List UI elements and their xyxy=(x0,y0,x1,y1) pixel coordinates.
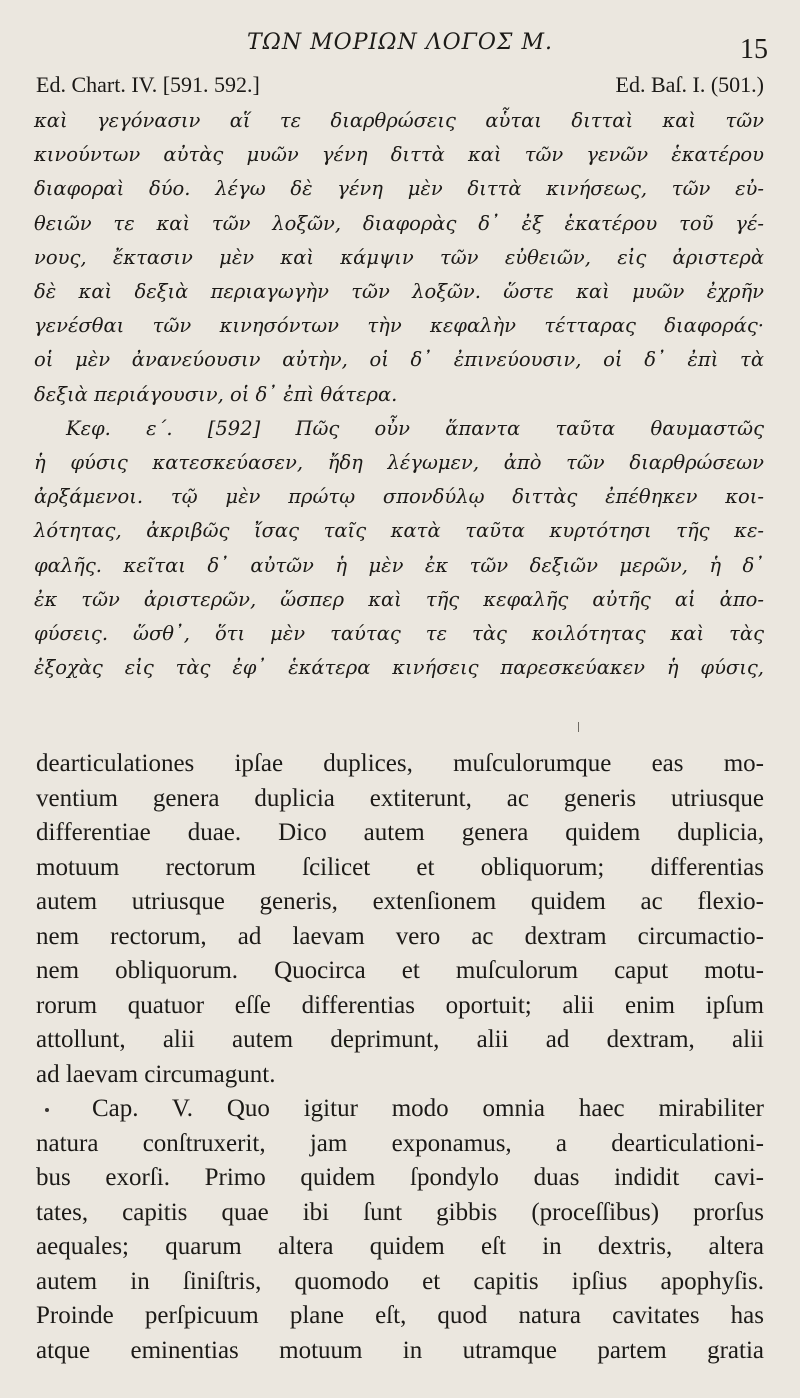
latin-line: Proinde perſpicuum plane eſt, quod natura cavitates has xyxy=(36,1302,764,1329)
latin-line: ad laevam circumagunt. xyxy=(36,1060,276,1088)
greek-line: ἡ φύσις κατεσκεύασεν, ἤδη λέγωμεν, ἀπὸ τῶν διαρθρώσεων xyxy=(34,451,764,475)
greek-line: νους, ἔκτασιν μὲν καὶ κάμψιν τῶν εὐθειῶν, εἰς ἀριστερὰ xyxy=(34,245,764,269)
edition-reference-basel: Ed. Baſ. I. (501.) xyxy=(615,72,764,97)
latin-line: rorum quatuor eſſe differentias oportuit; alii enim ipſum xyxy=(36,991,764,1019)
greek-line: διαφοραὶ δύο. λέγω δὲ γένη μὲν διττὰ κινήσεως, τῶν εὐ- xyxy=(34,177,764,201)
latin-line: attollunt, alii autem deprimunt, alii ad dextram, alii xyxy=(36,1026,764,1053)
greek-line: φαλῆς. κεῖται δ᾽ αὐτῶν ἡ μὲν ἐκ τῶν δεξιῶν μερῶν, ἡ δ᾽ xyxy=(34,553,764,577)
greek-line: ἐκ τῶν ἀριστερῶν, ὥσπερ καὶ τῆς κεφαλῆς αὐτῆς αἱ ἀπο- xyxy=(34,587,764,611)
page-number: 15 xyxy=(740,34,768,65)
greek-line: φύσεις. ὥσθ᾽, ὅτι μὲν ταύτας τε τὰς κοιλότητας καὶ τὰς xyxy=(34,622,764,646)
latin-line: aequales; quarum altera quidem eſt in dextris, altera xyxy=(36,1233,764,1260)
latin-line: ventium genera duplicia extiterunt, ac generis utriusque xyxy=(36,784,764,812)
greek-chapter-start-line xyxy=(34,412,764,446)
greek-line: δεξιὰ περιάγουσιν, οἱ δ᾽ ἐπὶ θάτερα. xyxy=(34,382,398,406)
latin-line: tates, capitis quae ibi ſunt gibbis (proceſſibus) prorſus xyxy=(36,1198,764,1226)
latin-line: dearticulationes ipſae duplices, muſculorumque eas mo- xyxy=(36,750,764,777)
latin-line: bus exorſi. Primo quidem ſpondylo duas indidit cavi- xyxy=(36,1164,764,1191)
greek-line: λότητας, ἀκριβῶς ἴσας ταῖς κατὰ ταῦτα κυρτότησι τῆς κε- xyxy=(34,519,764,543)
greek-line: Κεφ. ε΄. [592] Πῶς οὖν ἅπαντα ταῦτα θαυμαστῶς xyxy=(66,416,764,440)
print-dot xyxy=(45,1108,49,1112)
running-title: ΤΩΝ ΜΟΡΙΩΝ ΛΟΓΟΣ Μ. xyxy=(247,30,553,55)
greek-line: καὶ γεγόνασιν αἵ τε διαρθρώσεις αὗται διτταὶ καὶ τῶν xyxy=(34,109,764,132)
latin-line: nem obliquorum. Quocirca et muſculorum caput motu- xyxy=(36,957,764,984)
latin-line: differentiae duae. Dico autem genera quidem duplicia, xyxy=(36,819,764,846)
latin-text-block xyxy=(36,747,764,1368)
greek-line: θειῶν τε καὶ τῶν λοξῶν, διαφορὰς δ᾽ ἐξ ἑκατέρου τοῦ γέ- xyxy=(34,211,764,235)
latin-line: autem utriusque generis, extenſionem quidem ac flexio- xyxy=(36,888,764,915)
latin-chapter-start-line xyxy=(36,1092,764,1127)
latin-line: atque eminentias motuum in utramque partem gratia xyxy=(36,1336,764,1364)
latin-line: motuum rectorum ſcilicet et obliquorum; differentias xyxy=(36,853,764,881)
greek-line: δὲ καὶ δεξιὰ περιαγωγὴν τῶν λοξῶν. ὥστε καὶ μυῶν ἐχρῆν xyxy=(34,280,764,304)
latin-line: nem rectorum, ad laevam vero ac dextram circumactio- xyxy=(36,922,764,950)
greek-line: οἱ μὲν ἀνανεύουσιν αὐτὴν, οἱ δ᾽ ἐπινεύουσιν, οἱ δ᾽ ἐπὶ τὰ xyxy=(34,348,764,372)
greek-text-block xyxy=(34,104,764,685)
latin-line: natura conſtruxerit, jam exponamus, a dearticulationi- xyxy=(36,1129,764,1157)
greek-line: ἐξοχὰς εἰς τὰς ἐφ᾽ ἑκάτερα κινήσεις παρεσκεύακεν ἡ φύσις, xyxy=(34,656,764,680)
latin-line: autem in ſiniſtris, quomodo et capitis ipſius apophyſis. xyxy=(36,1267,764,1295)
greek-line: κινούντων αὐτὰς μυῶν γένη διττὰ καὶ τῶν γενῶν ἑκατέρου xyxy=(34,143,764,167)
latin-line: Cap. V. Quo igitur modo omnia haec mirabiliter xyxy=(92,1095,764,1122)
greek-line: γενέσθαι τῶν κινησόντων τὴν κεφαλὴν τέτταρας διαφοράς· xyxy=(34,314,764,338)
greek-line: ἀρξάμενοι. τῷ μὲν πρώτῳ σπονδύλῳ διττὰς ἐπέθηκεν κοι- xyxy=(34,485,764,509)
edition-reference-chartier: Ed. Chart. IV. [591. 592.] xyxy=(36,72,260,97)
print-mark xyxy=(578,722,579,732)
